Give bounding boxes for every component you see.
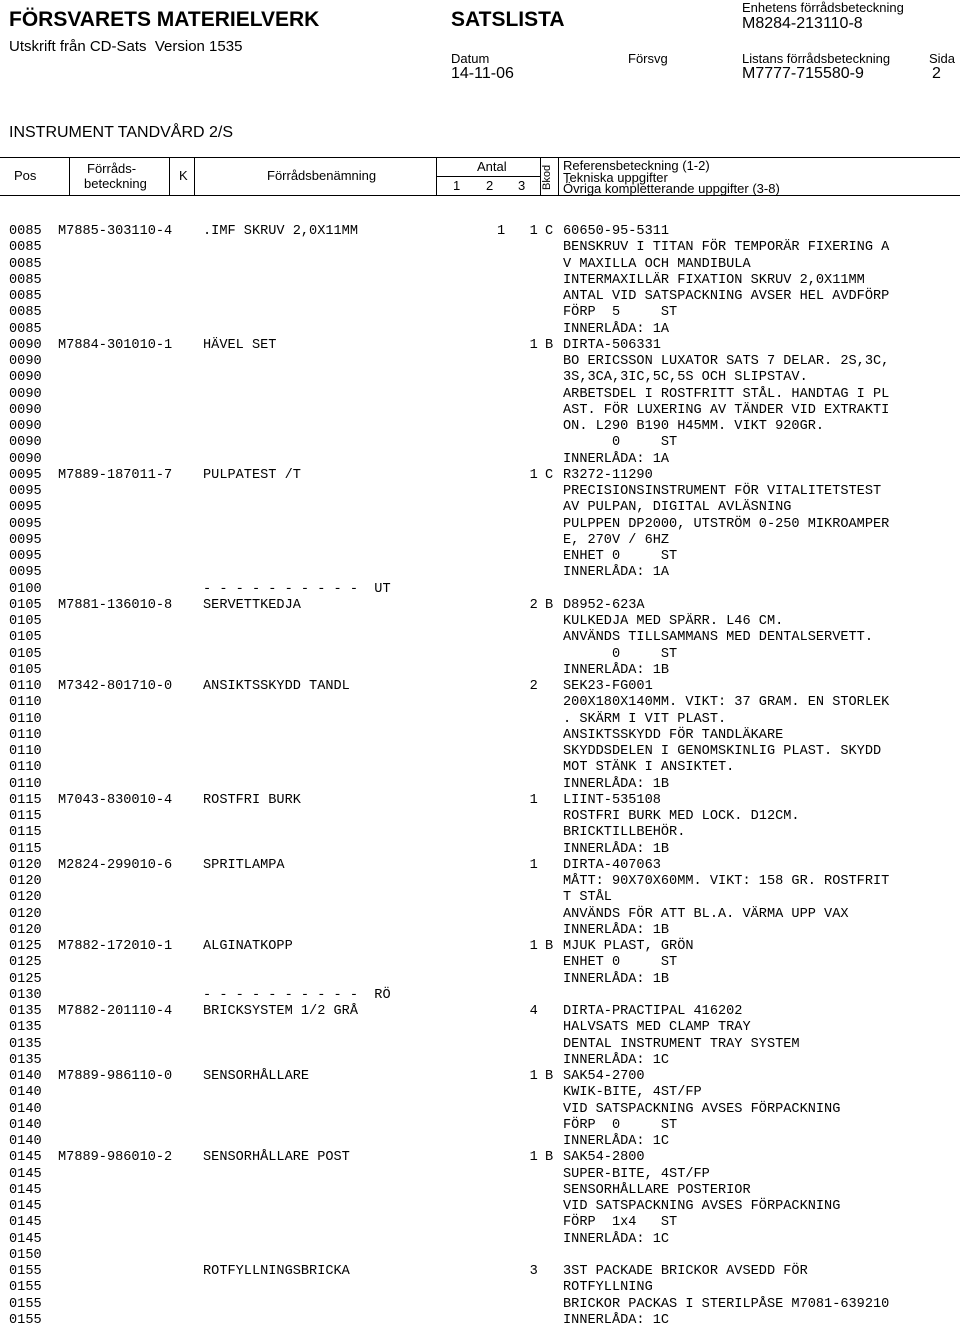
row-pos: 0140 xyxy=(9,1101,42,1117)
list-item xyxy=(9,842,959,858)
row-reference: INNERLÅDA: 1B xyxy=(563,662,670,678)
col-divider xyxy=(194,157,195,195)
row-pos: 0095 xyxy=(9,484,42,499)
list-item xyxy=(9,582,959,598)
row-item-name: SERVETTKEDJA xyxy=(203,597,301,613)
row-reference: MÅTT: 90X70X60MM. VIKT: 158 GR. ROSTFRIT xyxy=(563,874,890,889)
row-pos: 0135 xyxy=(9,1004,42,1019)
row-bkod: C xyxy=(545,224,554,239)
row-reference: 200X180X140MM. VIKT: 37 GRAM. EN STORLEK xyxy=(563,695,890,711)
row-pos: 0085 xyxy=(9,272,42,288)
list-item xyxy=(9,793,959,809)
row-pos: 0115 xyxy=(9,825,42,841)
row-item-name: SPRITLAMPA xyxy=(203,857,285,873)
row-reference: AST. FÖR LUXERING AV TÄNDER VID EXTRAKTI xyxy=(563,402,890,418)
row-bkod: B xyxy=(545,939,554,954)
list-item xyxy=(9,728,959,744)
list-item xyxy=(9,939,959,955)
row-bkod: B xyxy=(545,597,554,613)
list-item xyxy=(9,1167,959,1183)
row-item-name: - - - - - - - - - - UT xyxy=(203,581,391,597)
col-antal-2: 2 xyxy=(486,178,494,193)
row-quantity: 1 1 xyxy=(497,224,538,239)
row-pos: 0095 xyxy=(9,467,42,483)
row-reference: 60650-95-5311 xyxy=(563,224,670,239)
row-reference: SAK54-2700 xyxy=(563,1069,645,1084)
row-quantity: 2 xyxy=(497,679,538,694)
row-pos: 0150 xyxy=(9,1247,42,1263)
date-value: 14-11-06 xyxy=(451,65,514,82)
row-item-name: PULPATEST /T xyxy=(203,467,301,483)
list-item xyxy=(9,679,959,695)
row-reference: AV PULPAN, DIGITAL AVLÄSNING xyxy=(563,500,792,516)
row-quantity: 4 xyxy=(497,1004,538,1019)
list-item xyxy=(9,1020,959,1036)
row-quantity: 1 xyxy=(497,792,538,808)
row-reference: ANSIKTSSKYDD FÖR TANDLÄKARE xyxy=(563,727,784,743)
row-pos: 0120 xyxy=(9,890,42,906)
row-pos: 0105 xyxy=(9,662,42,678)
row-reference: ANVÄNDS FÖR ATT BL.A. VÄRMA UPP VAX xyxy=(563,906,849,922)
row-pos: 0105 xyxy=(9,614,42,629)
header-top-rule xyxy=(0,157,960,158)
page-value: 2 xyxy=(932,65,941,82)
row-reference: LIINT-535108 xyxy=(563,792,661,808)
row-reference: INNERLÅDA: 1B xyxy=(563,776,670,792)
list-item xyxy=(9,224,959,240)
row-item-number: M7881-136010-8 xyxy=(58,597,173,613)
list-item xyxy=(9,533,959,549)
row-reference: BO ERICSSON LUXATOR SATS 7 DELAR. 2S,3C, xyxy=(563,354,890,369)
page-label: Sida xyxy=(929,51,956,66)
row-pos: 0130 xyxy=(9,987,42,1003)
row-pos: 0095 xyxy=(9,500,42,516)
row-pos: 0085 xyxy=(9,256,42,272)
list-item xyxy=(9,1134,959,1150)
row-item-number: M7882-201110-4 xyxy=(58,1004,173,1019)
row-pos: 0145 xyxy=(9,1231,42,1247)
col-antal-1: 1 xyxy=(453,178,461,193)
col-forrads-1: Förråds- xyxy=(87,161,137,176)
list-item xyxy=(9,1150,959,1166)
list-item xyxy=(9,777,959,793)
row-pos: 0100 xyxy=(9,581,42,597)
list-item xyxy=(9,858,959,874)
row-pos: 0140 xyxy=(9,1134,42,1149)
list-item xyxy=(9,387,959,403)
list-item xyxy=(9,1248,959,1264)
row-pos: 0115 xyxy=(9,792,42,808)
list-item xyxy=(9,630,959,646)
row-item-name: ROTFYLLNINGSBRICKA xyxy=(203,1264,350,1279)
row-pos: 0090 xyxy=(9,354,42,369)
list-value: M7777-715580-9 xyxy=(742,65,864,82)
list-item xyxy=(9,1313,959,1329)
row-reference: MOT STÄNK I ANSIKTET. xyxy=(563,760,735,776)
org-title: FÖRSVARETS MATERIELVERK xyxy=(9,8,320,31)
list-item xyxy=(9,1280,959,1296)
list-item xyxy=(9,305,959,321)
col-antal: Antal xyxy=(477,159,507,174)
row-reference: FÖRP 5 ST xyxy=(563,305,678,321)
list-item xyxy=(9,1264,959,1280)
row-pos: 0140 xyxy=(9,1085,42,1101)
col-ref-2: Tekniska uppgifter xyxy=(563,170,668,185)
list-item xyxy=(9,289,959,305)
row-pos: 0105 xyxy=(9,597,42,613)
list-item xyxy=(9,744,959,760)
list-item xyxy=(9,403,959,419)
row-pos: 0095 xyxy=(9,549,42,564)
row-pos: 0145 xyxy=(9,1182,42,1198)
row-reference: 3ST PACKADE BRICKOR AVSEDD FÖR xyxy=(563,1264,808,1279)
row-pos: 0085 xyxy=(9,289,42,304)
row-pos: 0140 xyxy=(9,1117,42,1133)
row-reference: INTERMAXILLÄR FIXATION SKRUV 2,0X11MM xyxy=(563,272,865,288)
row-pos: 0120 xyxy=(9,874,42,889)
list-item xyxy=(9,338,959,354)
row-item-name: BRICKSYSTEM 1/2 GRÅ xyxy=(203,1004,358,1019)
list-item xyxy=(9,695,959,711)
row-reference: ENHET 0 ST xyxy=(563,955,678,971)
print-info: Utskrift från CD-Sats Version 1535 xyxy=(9,38,243,55)
row-reference: HALVSATS MED CLAMP TRAY xyxy=(563,1020,751,1036)
row-quantity: 3 xyxy=(497,1264,538,1279)
col-k: K xyxy=(179,168,188,183)
row-reference: PULPPEN DP2000, UTSTRÖM 0-250 MIKROAMPER xyxy=(563,516,890,532)
row-reference: KWIK-BITE, 4ST/FP xyxy=(563,1085,702,1101)
row-reference: FÖRP 0 ST xyxy=(563,1117,678,1133)
row-pos: 0090 xyxy=(9,386,42,402)
list-item xyxy=(9,500,959,516)
row-reference: INNERLÅDA: 1C xyxy=(563,1231,670,1247)
row-reference: VID SATSPACKNING AVSES FÖRPACKNING xyxy=(563,1199,841,1214)
row-reference: SKYDDSDELEN I GENOMSKINLIG PLAST. SKYDD xyxy=(563,744,882,759)
list-item xyxy=(9,1297,959,1313)
list-item xyxy=(9,890,959,906)
row-pos: 0090 xyxy=(9,435,42,451)
row-reference: 3S,3CA,3IC,5C,5S OCH SLIPSTAV. xyxy=(563,370,808,386)
list-item xyxy=(9,1053,959,1069)
list-item xyxy=(9,322,959,338)
row-reference: MJUK PLAST, GRÖN xyxy=(563,939,694,954)
row-item-number: M7342-801710-0 xyxy=(58,679,173,694)
row-reference: PRECISIONSINSTRUMENT FÖR VITALITETSTEST xyxy=(563,484,882,499)
row-bkod: B xyxy=(545,337,554,353)
row-pos: 0115 xyxy=(9,809,42,824)
row-reference: 0 ST xyxy=(563,435,678,451)
col-bkod: Bkod xyxy=(541,164,553,190)
row-pos: 0125 xyxy=(9,955,42,971)
list-item xyxy=(9,809,959,825)
row-reference: FÖRP 1x4 ST xyxy=(563,1215,678,1231)
row-pos: 0085 xyxy=(9,321,42,337)
section-title: INSTRUMENT TANDVÅRD 2/S xyxy=(9,124,234,141)
row-reference: INNERLÅDA: 1C xyxy=(563,1052,670,1068)
row-pos: 0085 xyxy=(9,224,42,239)
item-list xyxy=(9,224,959,1329)
row-reference: 0 ST xyxy=(563,646,678,662)
doc-type-title: SATSLISTA xyxy=(451,8,565,31)
row-reference: ENHET 0 ST xyxy=(563,549,678,564)
row-item-name: SENSORHÅLLARE POST xyxy=(203,1150,350,1166)
row-reference: ANTAL VID SATSPACKNING AVSER HEL AVDFÖRP xyxy=(563,289,890,304)
row-item-name: SENSORHÅLLARE xyxy=(203,1069,310,1084)
row-item-number: M7889-986110-0 xyxy=(58,1069,173,1084)
row-item-name: HÄVEL SET xyxy=(203,337,277,353)
row-pos: 0115 xyxy=(9,841,42,857)
row-item-number: M7882-172010-1 xyxy=(58,939,173,954)
col-ref-1: Referensbeteckning (1-2) xyxy=(563,158,710,173)
list-label: Listans förrådsbeteckning xyxy=(742,51,891,66)
row-item-number: M2824-299010-6 xyxy=(58,857,173,873)
row-pos: 0120 xyxy=(9,906,42,922)
row-pos: 0125 xyxy=(9,971,42,987)
row-reference: DIRTA-407063 xyxy=(563,857,661,873)
row-pos: 0140 xyxy=(9,1069,42,1084)
row-item-name: ANSIKTSSKYDD TANDL xyxy=(203,679,350,694)
row-pos: 0145 xyxy=(9,1166,42,1182)
col-pos: Pos xyxy=(14,168,37,183)
row-pos: 0085 xyxy=(9,305,42,321)
row-item-number: M7889-986010-2 xyxy=(58,1150,173,1166)
list-item xyxy=(9,647,959,663)
row-reference: INNERLÅDA: 1B xyxy=(563,971,670,987)
list-item xyxy=(9,907,959,923)
row-reference: SEK23-FG001 xyxy=(563,679,653,694)
row-item-number: M7884-301010-1 xyxy=(58,337,173,353)
row-pos: 0145 xyxy=(9,1199,42,1214)
list-item xyxy=(9,923,959,939)
row-pos: 0110 xyxy=(9,760,42,776)
row-item-number: M7889-187011-7 xyxy=(58,467,173,483)
row-pos: 0155 xyxy=(9,1296,42,1312)
row-pos: 0135 xyxy=(9,1036,42,1052)
header-bottom-rule xyxy=(0,195,960,196)
row-reference: INNERLÅDA: 1A xyxy=(563,565,670,581)
list-item xyxy=(9,972,959,988)
list-item xyxy=(9,1102,959,1118)
row-item-name: - - - - - - - - - - RÖ xyxy=(203,987,391,1003)
row-reference: R3272-11290 xyxy=(563,467,653,483)
list-item xyxy=(9,370,959,386)
list-item xyxy=(9,825,959,841)
list-item xyxy=(9,1037,959,1053)
list-item xyxy=(9,1118,959,1134)
list-item xyxy=(9,273,959,289)
unit-value: M8284-213110-8 xyxy=(742,15,863,32)
col-name: Förrådsbenämning xyxy=(267,168,377,183)
list-item xyxy=(9,419,959,435)
row-item-number: M7885-303110-4 xyxy=(58,224,173,239)
row-item-name: ALGINATKOPP xyxy=(203,939,293,954)
list-item xyxy=(9,1199,959,1215)
row-reference: ON. L290 B190 H45MM. VIKT 920GR. xyxy=(563,419,825,434)
list-item xyxy=(9,598,959,614)
row-reference: D8952-623A xyxy=(563,597,645,613)
list-item xyxy=(9,874,959,890)
row-pos: 0110 xyxy=(9,776,42,792)
list-item xyxy=(9,955,959,971)
row-reference: SAK54-2800 xyxy=(563,1150,645,1166)
row-reference: ROTFYLLNING xyxy=(563,1280,653,1296)
row-reference: BRICKOR PACKAS I STERILPÅSE M7081-639210 xyxy=(563,1296,890,1312)
row-bkod: B xyxy=(545,1069,554,1084)
row-pos: 0095 xyxy=(9,516,42,532)
row-reference: INNERLÅDA: 1A xyxy=(563,321,670,337)
list-item xyxy=(9,1069,959,1085)
row-reference: E, 270V / 6HZ xyxy=(563,532,670,548)
row-reference: DIRTA-PRACTIPAL 416202 xyxy=(563,1004,743,1019)
list-item xyxy=(9,988,959,1004)
col-antal-3: 3 xyxy=(518,178,526,193)
row-pos: 0155 xyxy=(9,1264,42,1279)
row-reference: VID SATSPACKNING AVSES FÖRPACKNING xyxy=(563,1101,841,1117)
list-item xyxy=(9,257,959,273)
row-reference: BENSKRUV I TITAN FÖR TEMPORÄR FIXERING A xyxy=(563,240,890,256)
row-quantity: 1 xyxy=(497,1150,538,1166)
row-pos: 0110 xyxy=(9,711,42,727)
list-item xyxy=(9,1232,959,1248)
row-pos: 0110 xyxy=(9,727,42,743)
row-reference: SENSORHÅLLARE POSTERIOR xyxy=(563,1182,751,1198)
row-reference: INNERLÅDA: 1C xyxy=(563,1134,670,1149)
row-pos: 0090 xyxy=(9,419,42,434)
row-pos: 0145 xyxy=(9,1215,42,1231)
row-reference: KULKEDJA MED SPÄRR. L46 CM. xyxy=(563,614,784,629)
list-item xyxy=(9,1183,959,1199)
list-item xyxy=(9,452,959,468)
row-reference: ROSTFRI BURK MED LOCK. D12CM. xyxy=(563,809,800,824)
row-pos: 0155 xyxy=(9,1280,42,1296)
list-item xyxy=(9,549,959,565)
row-pos: 0120 xyxy=(9,857,42,873)
list-item xyxy=(9,240,959,256)
unit-label: Enhetens förrådsbeteckning xyxy=(742,0,904,15)
row-pos: 0110 xyxy=(9,695,42,711)
row-pos: 0135 xyxy=(9,1020,42,1036)
list-item xyxy=(9,614,959,630)
row-reference: . SKÄRM I VIT PLAST. xyxy=(563,711,727,727)
list-item xyxy=(9,1004,959,1020)
forsvg-label: Försvg xyxy=(628,51,668,66)
row-quantity: 1 xyxy=(497,337,538,353)
row-pos: 0090 xyxy=(9,370,42,386)
col-divider xyxy=(69,157,70,195)
list-item xyxy=(9,1085,959,1101)
list-item xyxy=(9,663,959,679)
row-item-number: M7043-830010-4 xyxy=(58,792,173,808)
row-quantity: 1 xyxy=(497,467,538,483)
row-reference: DENTAL INSTRUMENT TRAY SYSTEM xyxy=(563,1036,800,1052)
row-pos: 0095 xyxy=(9,532,42,548)
col-divider xyxy=(558,157,559,195)
list-item xyxy=(9,1215,959,1231)
row-reference: V MAXILLA OCH MANDIBULA xyxy=(563,256,751,272)
row-pos: 0085 xyxy=(9,240,42,256)
row-reference: ARBETSDEL I ROSTFRITT STÅL. HANDTAG I PL xyxy=(563,386,890,402)
date-label: Datum xyxy=(451,51,490,66)
row-reference: INNERLÅDA: 1B xyxy=(563,841,670,857)
row-pos: 0125 xyxy=(9,939,42,954)
row-pos: 0090 xyxy=(9,451,42,467)
row-pos: 0090 xyxy=(9,337,42,353)
antal-divider xyxy=(436,176,540,177)
col-forrads-2: beteckning xyxy=(84,176,147,191)
row-reference: INNERLÅDA: 1B xyxy=(563,922,670,938)
row-pos: 0110 xyxy=(9,744,42,759)
row-reference: ANVÄNDS TILLSAMMANS MED DENTALSERVETT. xyxy=(563,630,873,646)
row-pos: 0120 xyxy=(9,922,42,938)
list-item xyxy=(9,760,959,776)
row-quantity: 1 xyxy=(497,939,538,954)
list-item xyxy=(9,712,959,728)
row-item-name: .IMF SKRUV 2,0X11MM xyxy=(203,224,358,239)
list-item xyxy=(9,435,959,451)
col-ref-3: Övriga kompletterande uppgifter (3-8) xyxy=(563,181,780,196)
row-pos: 0135 xyxy=(9,1052,42,1068)
row-reference: SUPER-BITE, 4ST/FP xyxy=(563,1166,710,1182)
row-reference: T STÅL xyxy=(563,890,612,906)
row-reference: INNERLÅDA: 1C xyxy=(563,1312,670,1328)
row-bkod: C xyxy=(545,467,554,483)
list-item xyxy=(9,354,959,370)
row-quantity: 1 xyxy=(497,1069,538,1084)
row-item-name: ROSTFRI BURK xyxy=(203,792,301,808)
list-item xyxy=(9,468,959,484)
row-bkod: B xyxy=(545,1150,554,1166)
row-pos: 0105 xyxy=(9,646,42,662)
list-item xyxy=(9,565,959,581)
row-quantity: 1 xyxy=(497,857,538,873)
row-pos: 0155 xyxy=(9,1312,42,1328)
row-pos: 0090 xyxy=(9,402,42,418)
row-pos: 0145 xyxy=(9,1150,42,1166)
row-reference: BRICKTILLBEHÖR. xyxy=(563,825,686,841)
row-quantity: 2 xyxy=(497,597,538,613)
row-reference: INNERLÅDA: 1A xyxy=(563,451,670,467)
row-pos: 0095 xyxy=(9,565,42,581)
row-pos: 0105 xyxy=(9,630,42,646)
row-reference: DIRTA-506331 xyxy=(563,337,661,353)
row-pos: 0110 xyxy=(9,679,42,694)
list-item xyxy=(9,517,959,533)
col-divider xyxy=(169,157,170,195)
list-item xyxy=(9,484,959,500)
